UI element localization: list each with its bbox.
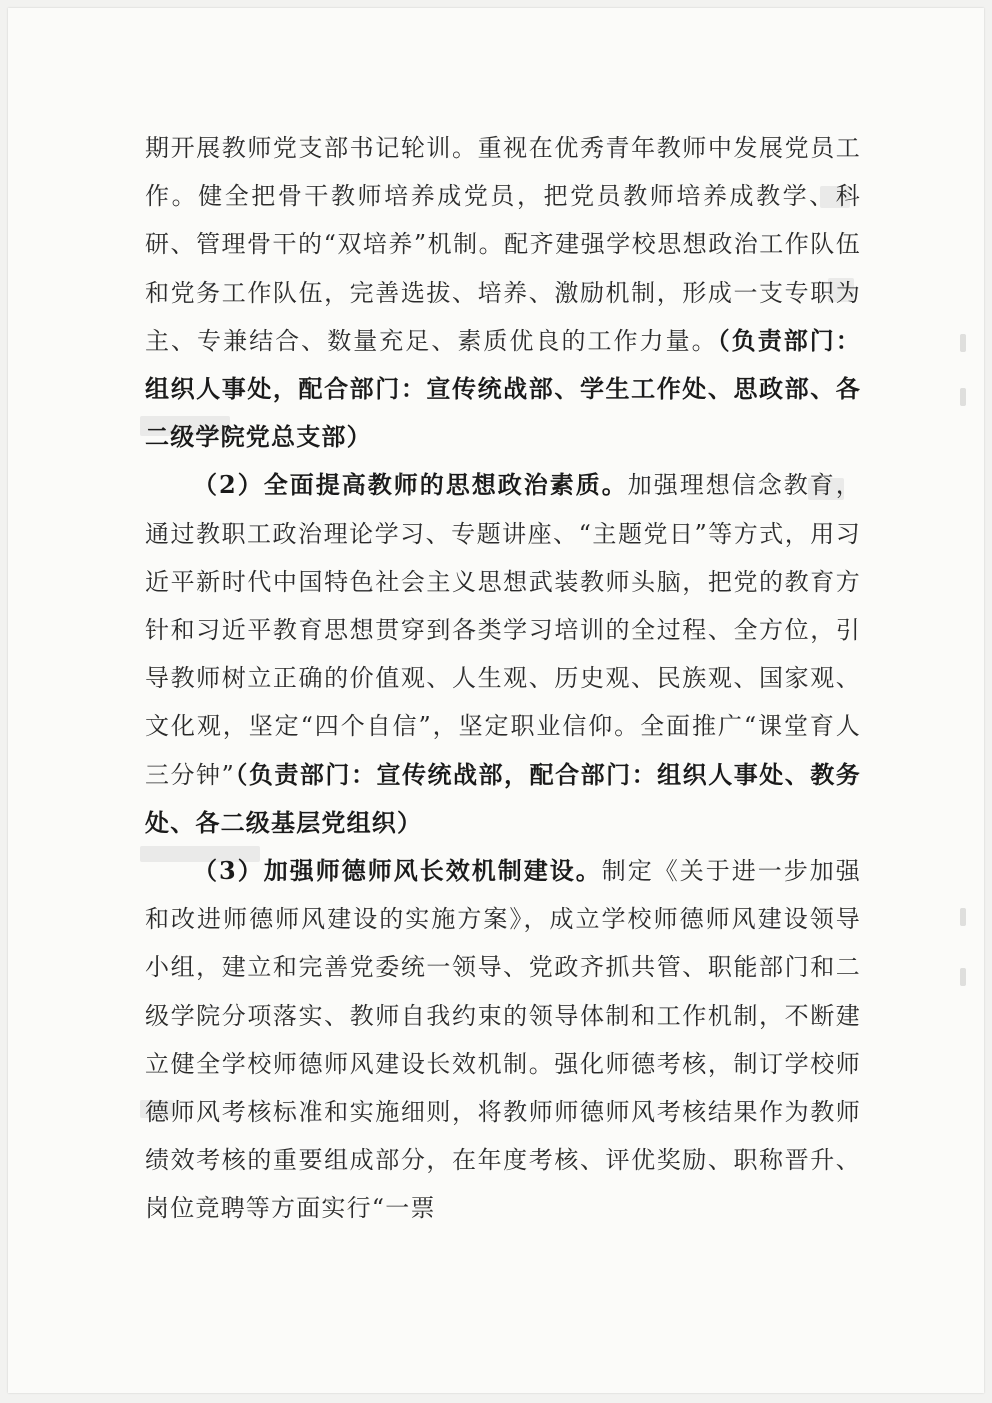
paragraph-1	[145, 124, 861, 461]
paragraph-2-responsibility: （负责部门：宣传统战部，配合部门：组织人事处、教务处、各二级基层党组织）	[145, 759, 861, 837]
paragraph-1-responsibility: （负责部门：组织人事处，配合部门：宣传统战部、学生工作处、思政部、各二级学院党总支部）	[145, 325, 862, 452]
edge-mark	[960, 334, 966, 352]
document-page	[8, 8, 984, 1393]
edge-mark	[960, 388, 966, 406]
edge-mark	[960, 908, 966, 926]
paragraph-2-text: 加强理想信念教育，通过教职工政治理论学习、专题讲座、“主题党日”等方式，用习近平新时代中国特色社会主义思想武装教师头脑，把党的教育方针和习近平教育思想贯穿到各类学习培训的全过程、全方位，引导教师树立正确的价值观、人生观、历史观、民族观、国家观、文化观，坚定“四个自信”，坚定职业信仰。全面推广“课堂育人三分钟”	[145, 471, 861, 789]
body-text	[145, 124, 861, 1233]
edge-mark	[960, 968, 966, 986]
paragraph-3-heading: （3）加强师德师风长效机制建设。	[193, 856, 602, 886]
paragraph-2	[145, 461, 861, 847]
paragraph-2-heading: （2）全面提高教师的思想政治素质。	[193, 470, 628, 500]
paragraph-3-text: 制定《关于进一步加强和改进师德师风建设的实施方案》，成立学校师德师风建设领导小组，建立和完善党委统一领导、党政齐抓共管、职能部门和二级学院分项落实、教师自我约束的领导体制和工作机制，不断建立健全学校师德师风建设长效机制。强化师德考核，制订学校师德师风考核标准和实施细则，将教师师德师风考核结果作为教师绩效考核的重要组成部分，在年度考核、评优奖励、职称晋升、岗位竞聘等方面实行“一票	[145, 857, 861, 1223]
paragraph-3	[145, 847, 861, 1233]
paragraph-1-text: 期开展教师党支部书记轮训。重视在优秀青年教师中发展党员工作。健全把骨干教师培养成党员，把党员教师培养成教学、科研、管理骨干的“双培养”机制。配齐建强学校思想政治工作队伍和党务工作队伍，完善选拔、培养、激励机制，形成一支专职为主、专兼结合、数量充足、素质优良的工作力量。	[145, 134, 861, 355]
